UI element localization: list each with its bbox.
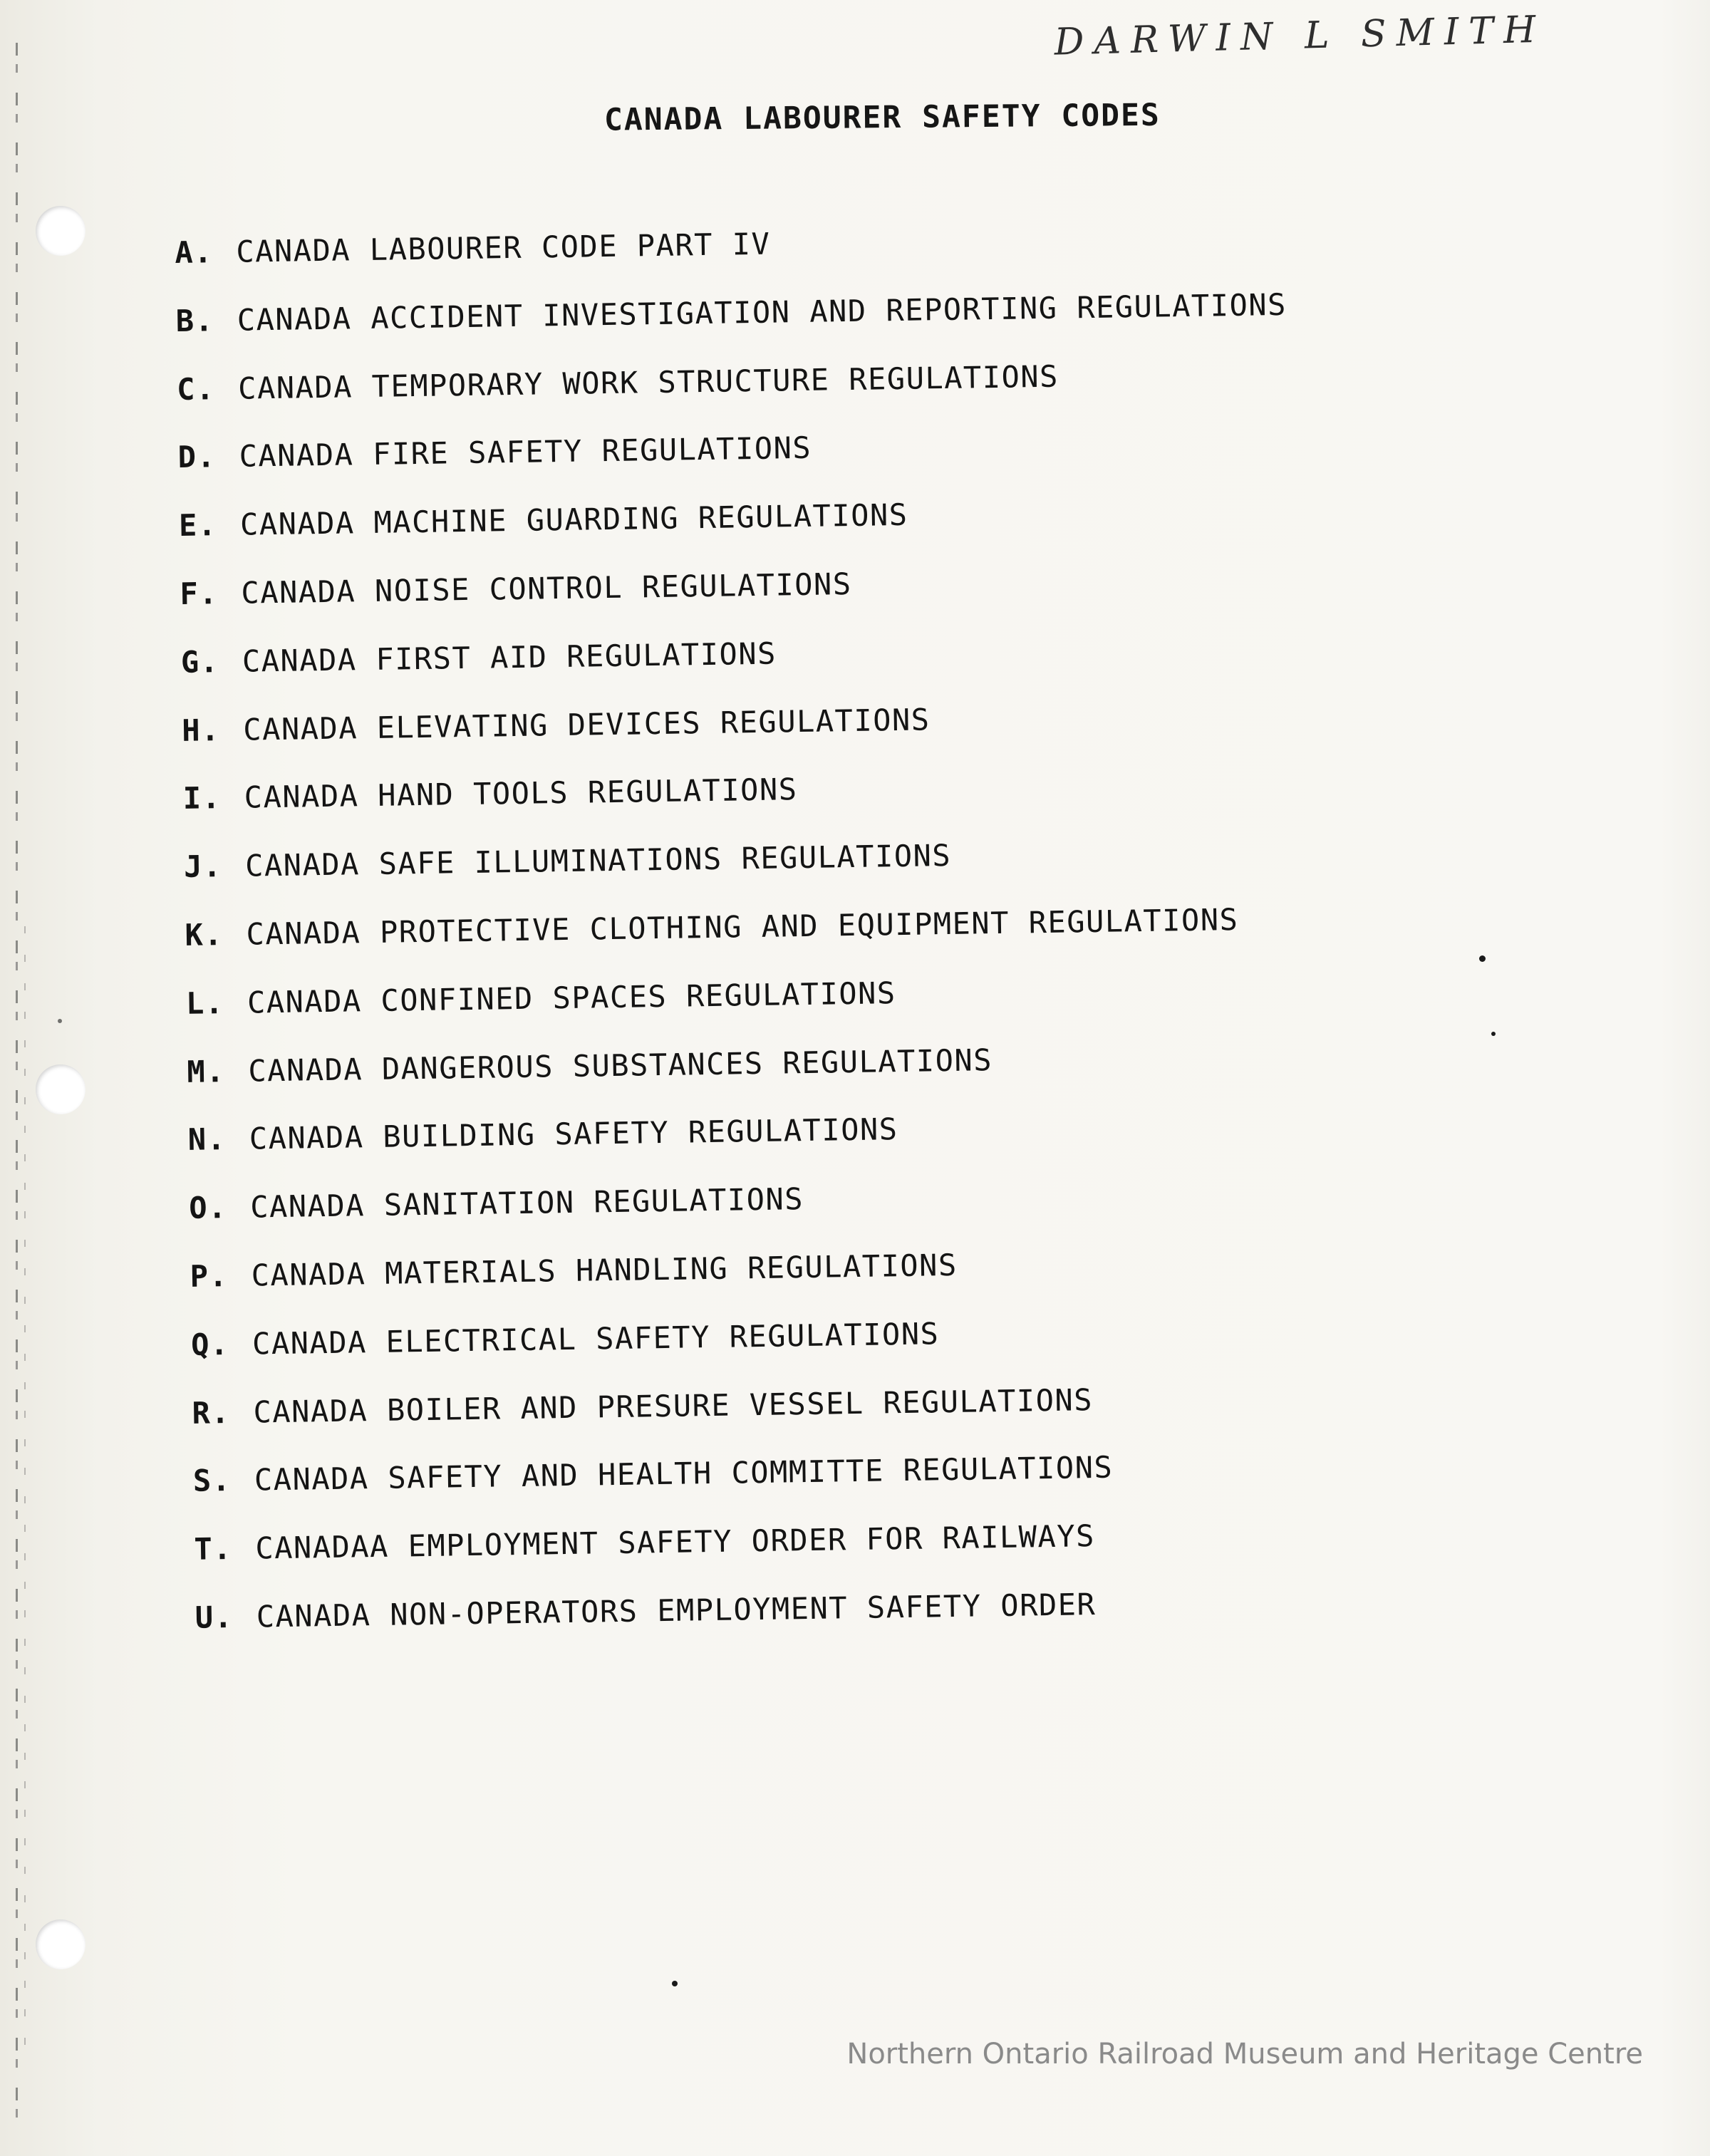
ink-speck [1479,955,1486,962]
item-letter: D. [177,439,217,475]
item-letter: P. [190,1258,229,1294]
item-text: CANADA PROTECTIVE CLOTHING AND EQUIPMENT REGULATIONS [246,901,1239,952]
item-letter: F. [180,576,219,611]
item-text: CANADA SANITATION REGULATIONS [249,1181,804,1225]
item-letter: K. [185,917,224,953]
item-text: CANADA DANGEROUS SUBSTANCES REGULATIONS [248,1042,993,1089]
item-letter: L. [185,985,224,1021]
item-letter: S. [192,1463,232,1499]
item-letter: T. [194,1531,233,1567]
item-text: CANADA TEMPORARY WORK STRUCTURE REGULATIONS [237,358,1059,406]
ink-speck [1491,1032,1496,1036]
item-letter: H. [181,712,221,748]
item-text: CANADA MATERIALS HANDLING REGULATIONS [251,1247,958,1293]
item-letter: I. [182,780,222,817]
ink-speck [672,1981,678,1986]
safety-codes-list [175,216,1478,1674]
punch-hole-top [36,206,86,256]
item-letter: C. [176,370,216,407]
item-letter: M. [187,1053,226,1089]
item-text: CANADA FIRST AID REGULATIONS [242,636,777,679]
item-letter: R. [192,1394,231,1431]
item-letter: O. [188,1190,228,1226]
punch-hole-bottom [36,1919,86,1969]
item-text: CANADA HAND TOOLS REGULATIONS [244,772,798,816]
item-text: CANADA FIRE SAFETY REGULATIONS [239,430,812,475]
item-text: CANADAA EMPLOYMENT SAFETY ORDER FOR RAILWAYS [254,1518,1096,1566]
ink-speck [58,1019,62,1023]
item-text: CANADA SAFETY AND HEALTH COMMITTE REGULATIONS [254,1449,1114,1498]
item-text: CANADA NON-OPERATORS EMPLOYMENT SAFETY ORDER [256,1586,1097,1634]
item-letter: B. [175,302,214,338]
item-text: CANADA CONFINED SPACES REGULATIONS [247,975,896,1020]
item-letter: U. [195,1599,234,1635]
item-text: CANADA MACHINE GUARDING REGULATIONS [239,497,908,542]
item-letter: N. [187,1121,227,1158]
item-text: CANADA ELEVATING DEVICES REGULATIONS [242,701,931,747]
museum-watermark: Northern Ontario Railroad Museum and Heritage Centre [846,2038,1643,2071]
item-letter: E. [178,507,217,544]
item-letter: A. [175,234,214,270]
binder-edge-mark [16,43,18,2130]
item-letter: J. [183,849,223,885]
item-text: CANADA BUILDING SAFETY REGULATIONS [249,1111,898,1156]
item-text: CANADA SAFE ILLUMINATIONS REGULATIONS [244,838,952,883]
page-title: CANADA LABOURER SAFETY CODES [603,97,1161,138]
item-letter: Q. [190,1326,230,1362]
item-text: CANADA NOISE CONTROL REGULATIONS [241,566,852,611]
handwritten-signature: DARWIN L SMITH [1053,8,1547,64]
item-text: CANADA BOILER AND PRESURE VESSEL REGULATIONS [253,1382,1094,1430]
item-text: CANADA LABOURER CODE PART IV [235,226,771,269]
punch-hole-middle [36,1064,86,1114]
binder-edge-mark-secondary [24,926,26,2066]
item-text: CANADA ELECTRICAL SAFETY REGULATIONS [252,1316,940,1362]
item-letter: G. [180,643,219,680]
item-text: CANADA ACCIDENT INVESTIGATION AND REPORTING REGULATIONS [237,286,1287,338]
